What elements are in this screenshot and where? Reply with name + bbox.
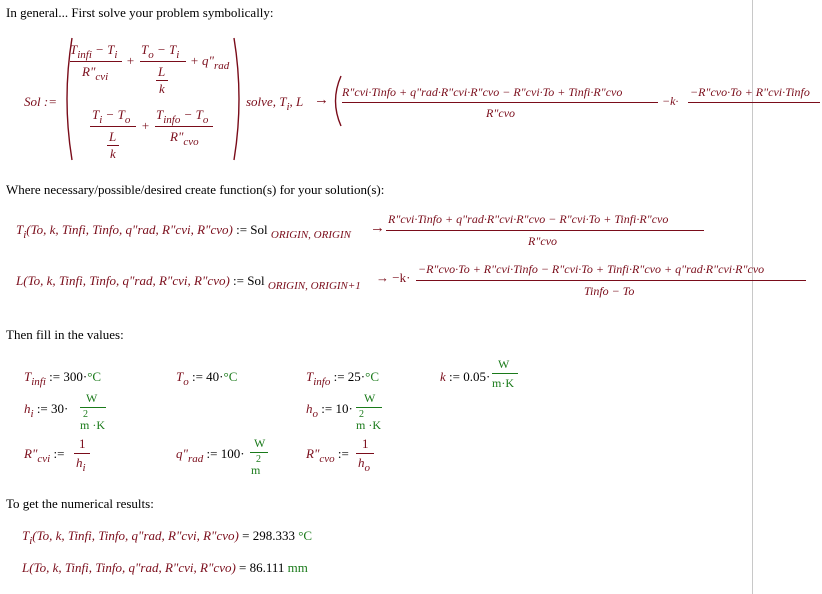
m21-numerator: $T_i - T_o$: [92, 107, 131, 126]
fill-values-text: Then fill in the values:: [6, 327, 124, 342]
sol-lhs[interactable]: Sol :=: [24, 94, 57, 109]
value-rcvo[interactable]: $R"_{cvo}$ :=: [306, 446, 349, 465]
func-ti-denominator: R"cvo: [528, 234, 558, 248]
m22-denominator: $R"_{cvo}$: [170, 129, 199, 148]
rcvi-den: $h_i$: [76, 455, 86, 474]
value-ho[interactable]: $h_o$ := 10·: [306, 401, 353, 420]
func-l-arrow: → −k·: [376, 270, 411, 285]
functions-note: Where necessary/possible/desired create function(s) for your solution(s):: [6, 182, 385, 197]
func-l-definition[interactable]: L(To, k, Tinfi, Tinfo, q"rad, R"cvi, R"cvo) := Sol $_{ORIGIN, ORIGIN+1}$: [16, 273, 361, 292]
m21-den-num: L: [109, 129, 117, 144]
func-l-numerator: −R"cvo·To + R"cvi·Tinfo − R"cvi·To + Tinfi·R"cvo + q"rad·R"cvi·R"cvo: [418, 262, 765, 276]
func-l-denominator: Tinfo − To: [584, 284, 635, 298]
value-to[interactable]: $T_o$ := 40·°C: [176, 369, 238, 388]
rcvo-den: $h_o$: [358, 455, 370, 474]
value-hi[interactable]: $h_i$ := 30·: [24, 401, 69, 420]
qrad-unit-den: m: [251, 463, 261, 477]
k-unit-den: m·K: [492, 376, 514, 390]
m12-den-num: L: [158, 64, 166, 79]
m11-denominator: $R"_{cvi}$: [82, 64, 109, 83]
value-qrad[interactable]: $q"_{rad}$ := 100·: [176, 446, 245, 465]
value-k[interactable]: k := 0.05·: [440, 369, 491, 384]
result-l[interactable]: L(To, k, Tinfi, Tinfo, q"rad, R"cvi, R"cvo) = 86.111 mm: [22, 560, 308, 575]
solve-arrow: →: [314, 92, 329, 108]
solve-keyword[interactable]: solve, $T_i$, L: [246, 94, 304, 113]
hi-unit-exp: 2: [83, 409, 88, 420]
ho-unit-exp: 2: [359, 409, 364, 420]
func-ti-definition[interactable]: $T_i(To$, k, Tinfi, Tinfo, q"rad, R"cvi, R"cvo) := Sol $_{ORIGIN, ORIGIN}$: [16, 222, 351, 241]
hi-unit-num: W: [86, 391, 98, 405]
func-ti-numerator: R"cvi·Tinfo + q"rad·R"cvi·R"cvo − R"cvi·To + Tinfi·R"cvo: [388, 212, 669, 226]
result-denominator: R"cvo: [486, 106, 516, 120]
hi-unit-den: m ·K: [80, 418, 105, 432]
value-tinfi[interactable]: $T_{infi}$ := 300·°C: [24, 369, 102, 388]
result2-numerator: −R"cvo·To + R"cvi·Tinfo: [690, 85, 810, 99]
value-tinfo[interactable]: $T_{info}$ := 25·°C: [306, 369, 380, 388]
numerical-text: To get the numerical results:: [6, 496, 154, 511]
result2-prefix: −k·: [662, 94, 679, 108]
m11-numerator: $T_{infi} - T_i$: [70, 42, 118, 61]
m1-plus: +: [126, 53, 135, 68]
rcvo-num: 1: [362, 436, 369, 451]
value-rcvi[interactable]: $R"_{cvi}$ :=: [24, 446, 65, 465]
qrad-unit-exp: 2: [256, 454, 261, 465]
ho-unit-den: m ·K: [356, 418, 381, 432]
m13: + $q"_{rad}$: [190, 53, 230, 72]
rcvi-num: 1: [79, 436, 86, 451]
intro-text: In general... First solve your problem symbolically:: [6, 5, 274, 20]
result-ti[interactable]: $T_i(To$, k, Tinfi, Tinfo, q"rad, R"cvi, R"cvo) = 298.333 °C: [22, 528, 313, 547]
result-numerator: R"cvi·Tinfo + q"rad·R"cvi·R"cvo − R"cvi·To + Tinfi·R"cvo: [342, 85, 623, 99]
m21-den-den: k: [110, 146, 116, 161]
ho-unit-num: W: [364, 391, 376, 405]
m12-den-den: k: [159, 81, 165, 96]
k-unit-num: W: [498, 357, 510, 371]
m2-plus: +: [141, 118, 150, 133]
m12-numerator: $T_o - T_i$: [141, 42, 180, 61]
func-ti-arrow: →: [370, 220, 385, 236]
qrad-unit-num: W: [254, 436, 266, 450]
m22-numerator: $T_{info} - T_o$: [156, 107, 209, 126]
result-left-paren: [330, 74, 344, 128]
